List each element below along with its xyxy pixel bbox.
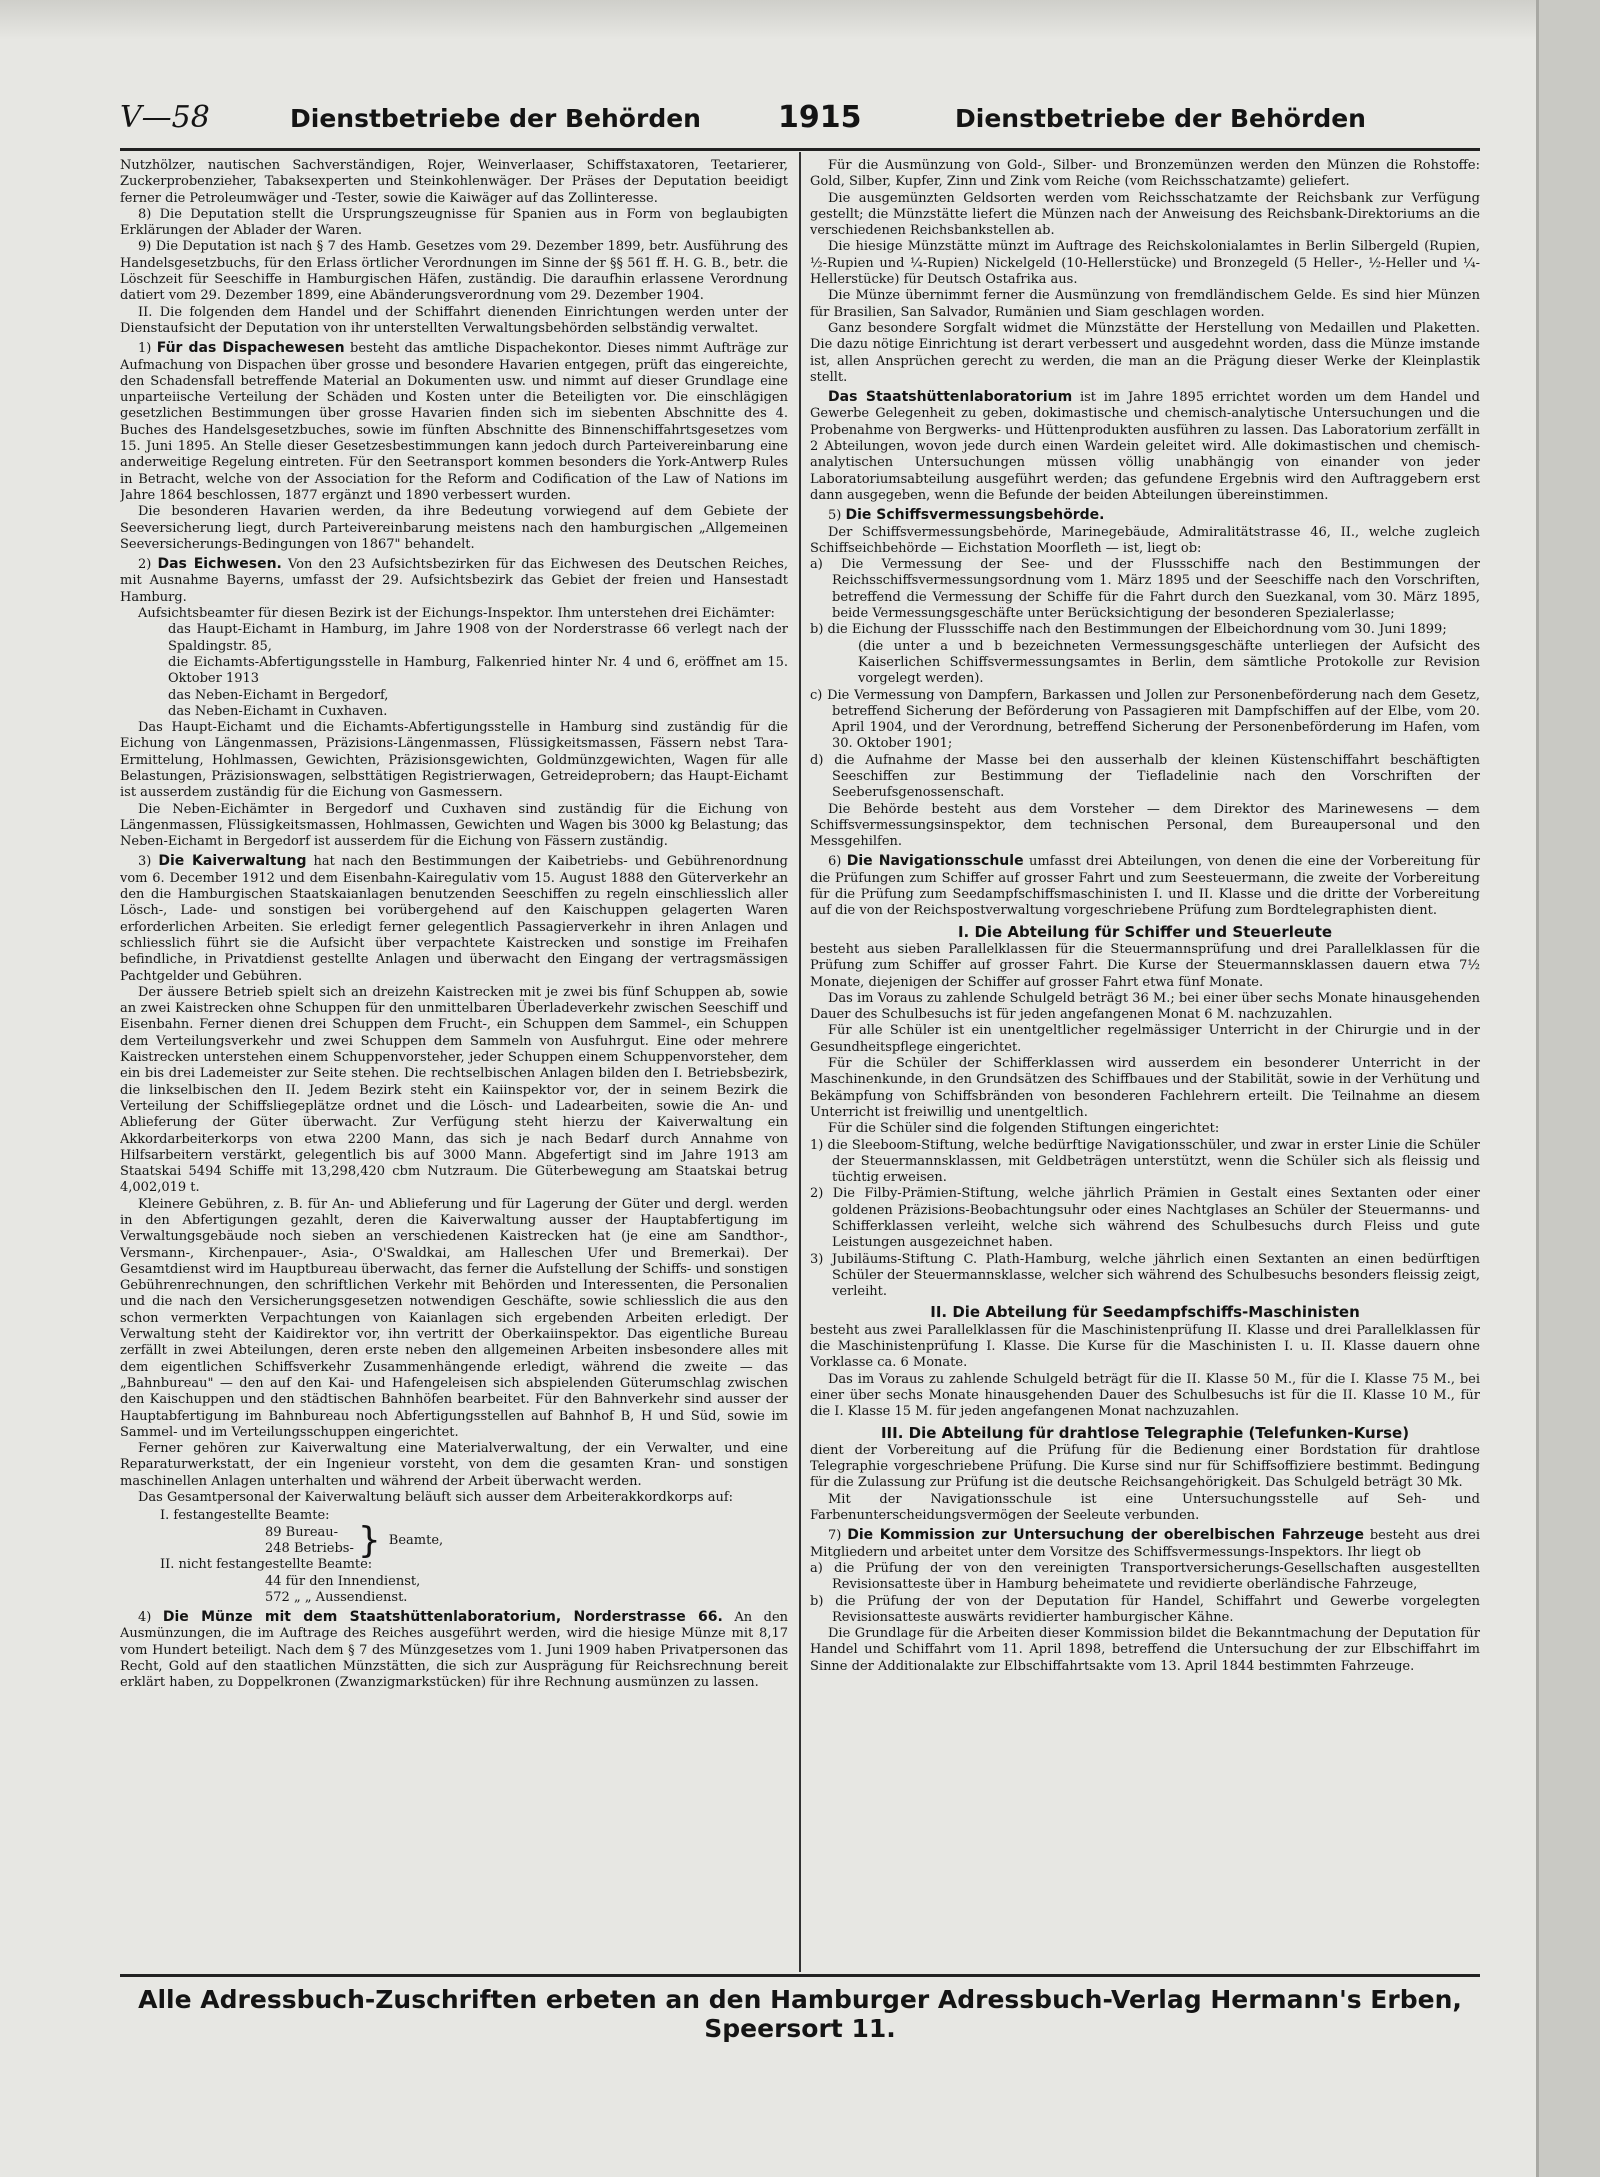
scan-background: [0, 0, 1600, 40]
section-navigationsschule: [810, 853, 1480, 919]
column-divider: [799, 152, 801, 1972]
staff-heading: I. festangestellte Beamte:: [160, 1508, 330, 1524]
section-text: besteht aus drei Mitgliedern und arbeitet unter dem Vorsitze des Schiffsvermessungs-Inspektors. Ihr liegt ob: [810, 1528, 1480, 1560]
section-title: Für das Dispachewesen: [156, 340, 345, 357]
paragraph: 9) Die Deputation ist nach § 7 des Hamb. Gesetzes vom 29. Dezember 1899, betr. Ausführung des Handelsgesetzbuchs, für den Erlass örtlicher Verordnungen im Sinne der §§ 561 ff. H. G. B., betr. die Löschzeit für Seeschiffe in Hamburgischen Häfen, zuständig. Die daraufhin erlassene Verordnung datiert vom 29. Dezember 1899, eine Abänderungsverordnung vom 29. Dezember 1904.: [120, 239, 788, 304]
paragraph: Nutzhölzer, nautischen Sachverständigen, Rojer, Weinverlaaser, Schiffstaxatoren, Teetarierer, Zuckerprobenzieher, Tabaksexperten und Steinkohlenwäger. Der Präses der Deputation beeidigt ferner die Petroleumwäger und -Tester, sowie die Kaiwäger auf das Zollinteresse.: [120, 158, 788, 206]
section-dispachewesen: [120, 340, 788, 504]
scan-right-margin: [1536, 0, 1600, 2177]
paragraph: Mit der Navigationsschule ist eine Untersuchungsstelle auf Seh- und Farbenunterscheidungsvermögen der Seeleute verbunden.: [810, 1491, 1480, 1524]
paragraph: besteht aus zwei Parallelklassen für die Maschinistenprüfung II. Klasse und drei Parallelklassen für die Maschinistenprüfung I. Klasse. Die Kurse für die Maschinisten I. u. II. Klasse dauern ohne Vorklasse ca. 6 Monate.: [810, 1322, 1480, 1371]
staff-count: 572 „ „ Aussendienst.: [265, 1589, 408, 1605]
section-text: umfasst drei Abteilungen, von denen die eine der Vorbereitung für die Prüfungen zum Schiffer auf grosser Fahrt und zum Seesteuermann, die zweite der Vorbereitung für die Prüfung zum Seedampfschiffsmaschinisten I. und II. Klasse und die dritte der Vorbereitung auf die von der Reichspostverwaltung vorgeschriebene Prüfung zum Bordtelegraphisten dient.: [810, 854, 1480, 919]
subheading: III. Die Abteilung für drahtlose Telegraphie (Telefunken-Kurse): [880, 1423, 1410, 1442]
section-number: 3): [138, 854, 152, 870]
paragraph: Der Schiffsvermessungsbehörde, Marinegebäude, Admiralitätstrasse 46, II., welche zugleich Schiffseichbehörde — Eichstation Moorfleth — ist, liegt ob:: [810, 524, 1480, 556]
section-muenze: [120, 1609, 788, 1691]
list-item: c) Die Vermessung von Dampfern, Barkassen und Jollen zur Personenbeförderung nach dem Gesetz, betreffend Sicherung der Beförderung von Passagieren mit Dampfschiffen auf der Elbe, vom 20. April 1904, und der Verordnung, betreffend Sicherung der Personenbeförderung im Hafen, vom 30. Oktober 1901;: [810, 687, 1480, 752]
list-item: d) die Aufnahme der Masse bei den ausserhalb der kleinen Küstenschiffahrt beschäftigten Seeschiffen zur Bestimmung der Tiefladelinie nach den Vorschriften der Seeberufsgenossenschaft.: [810, 752, 1480, 801]
section-title: Das Staatshüttenlaboratorium: [828, 389, 1073, 406]
page-header: [120, 92, 1480, 151]
header-year: 1915: [778, 100, 862, 135]
paragraph: Das Haupt-Eichamt und die Eichamts-Abfertigungsstelle in Hamburg sind zuständig für die Eichung von Längenmassen, Präzisions-Längenmassen, Flüssigkeitsmassen, Fässern nebst Tara-Ermittelung, Hohlmassen, Gewichten, Präzisionsgewichten, Goldmünzgewichten, Wagen für alle Belastungen, Präzisionswagen, selbsttätigen Registrierwagen, Getreideprobern; das Haupt-Eichamt ist ausserdem zuständig für die Eichung von Gasmessern.: [120, 720, 788, 801]
section-schiffsvermessung: [810, 507, 1480, 524]
section-text: Von den 23 Aufsichtsbezirken für das Eichwesen des Deutschen Reiches, mit Ausnahme Bayerns, umfasst der 29. Aufsichtsbezirk das Gebiet der freien und Hansestadt Hamburg.: [120, 557, 788, 605]
list-item: b) die Prüfung der von der Deputation für Handel, Schiffahrt und Gewerbe vorgelegten Revisionsatteste auswärts revidierter hamburgischer Kähne.: [810, 1593, 1480, 1625]
paragraph: Die hiesige Münzstätte münzt im Auftrage des Reichskolonialamtes in Berlin Silbergeld (Rupien, ½-Rupien und ¼-Rupien) Nickelgeld (10-Hellerstücke) und Bronzegeld (5 Heller-, ½-Heller und ¼-Hellerstücke) für Deutsch Ostafrika aus.: [810, 239, 1480, 288]
paragraph: Kleinere Gebühren, z. B. für An- und Ablieferung und für Lagerung der Güter und dergl. werden in den Abfertigungen gezahlt, deren die Kaiverwaltung ausser der Hauptabfertigung im Verwaltungsgebäude noch sieben an verschiedenen Kaistrecken hat (je eine am Sandthor-, Versmann-, Kirchenpauer-, Asia-, O'Swaldkai, am Halleschen Ufer und Bremerkai). Der Gesamtdienst wird im Hauptbureau überwacht, das ferner die Aufstellung der Schiffs- und sonstigen Gebührenrechnungen, den schriftlichen Verkehr mit Behörden und Interessenten, die Personalien und die nach den Versicherungsgesetzen notwendigen Geschäfte, sowie schliesslich die aus den schon vermerkten Verpachtungen von Kaianlagen sich ergebenden Arbeiten erledigt. Der Verwaltung steht der Kaidirektor vor, ihn vertritt der Oberkaiinspektor. Das eigentliche Bureau zerfällt in zwei Abteilungen, deren erste neben den allgemeinen Arbeiten insbesondere alles mit dem eigentlichen Schiffsverkehr Zusammenhängende erledigt, während die zweite — das „Bahnbureau" — den auf den Kai- und Hafengeleisen sich abspielenden Güterumschlag zwischen den Kaischuppen und den städtischen Bahnhöfen bearbeitet. Für den Bahnverkehr sind ausser der Hauptabfertigung im Bahnbureau noch Abfertigungsstellen auf Bahnhof B, H und Süd, sowie im Sammel- und im Verteilungsschuppen eingerichtet.: [120, 1196, 788, 1440]
staff-label: Beamte,: [388, 1532, 444, 1548]
paragraph: Die Grundlage für die Arbeiten dieser Kommission bildet die Bekanntmachung der Deputation für Handel und Schiffahrt vom 11. April 1898, betreffend die Untersuchung der zur Elbschiffahrt im Sinne der Additionalakte zur Elbschiffahrtsakte vom 13. April 1844 bestimmten Fahrzeuge.: [810, 1626, 1480, 1674]
running-title-left: Dienstbetriebe der Behörden: [290, 104, 701, 133]
section-title: Die Kommission zur Untersuchung der oberelbischen Fahrzeuge: [847, 1527, 1364, 1544]
paragraph: 8) Die Deputation stellt die Ursprungszeugnisse für Spanien aus in Form von beglaubigten Erklärungen der Ablader der Waren.: [120, 206, 788, 239]
paragraph: Aufsichtsbeamter für diesen Bezirk ist der Eichungs-Inspektor. Ihm unterstehen drei Eichämter:: [138, 606, 775, 622]
paragraph: Das im Voraus zu zahlende Schulgeld beträgt für die II. Klasse 50 M., für die I. Klasse 75 M., bei einer über sechs Monate hinausgehenden Dauer des Schulbesuchs ist für die II. Klasse 10 M., für die I. Klasse 15 M. für jeden angefangenen Monat nachzuzahlen.: [810, 1371, 1480, 1420]
section-text: hat nach den Bestimmungen der Kaibetriebs- und Gebührenordnung vom 6. December 1912 und dem Eisenbahn-Kairegulativ vom 15. August 1888 den Güterverkehr an den die Hamburgischen Staatskaianlagen benutzenden Seeschiffen zu regeln einschliesslich aller Lösch-, Lade- und sonstigen bei vorübergehend auf den Kaischuppen gelagerten Waren erforderlichen Arbeiten. Sie erledigt ferner gelegentlich Passagierverkehr in ihren Anlagen und schliesslich führt sie die Aufsicht über verpachtete Kaistrecken und sonstige im Freihafen befindliche, in Privatdienst gestellte Anlagen und überwacht den Eingang der vertragsmässigen Pachtgelder und Gebühren.: [120, 854, 788, 984]
list-item: a) Die Vermessung der See- und der Flussschiffe nach den Bestimmungen der Reichsschiffsvermessungsordnung vom 1. März 1895 und der Seeschiffe nach den Vorschriften, betreffend die Vermessung der Schiffe für die Fahrt durch den Suezkanal, vom 30. März 1895, beide Vermessungsgeschäfte unter Berücksichtigung der besonderen Spezialerlasse;: [810, 557, 1480, 622]
staff-count: 89 Bureau-: [265, 1524, 339, 1540]
paragraph: Das im Voraus zu zahlende Schulgeld beträgt 36 M.; bei einer über sechs Monate hinausgehenden Dauer des Schulbesuchs ist für jeden angefangenen Monat 6 M. nachzuzahlen.: [810, 990, 1480, 1023]
list-item: die Eichamts-Abfertigungsstelle in Hamburg, Falkenried hinter Nr. 4 und 6, eröffnet am 15. Oktober 1913: [168, 654, 788, 687]
section-number: 5): [828, 508, 842, 524]
section-number: 1): [138, 341, 152, 357]
paragraph: Die Neben-Eichämter in Bergedorf und Cuxhaven sind zuständig für die Eichung von Längenmassen, Flüssigkeitsmassen, Hohlmassen, Gewichten und Wagen bis 3000 kg Belastung; das Neben-Eichamt in Bergedorf ist ausserdem für die Eichung von Fässern zuständig.: [120, 801, 788, 850]
section-title: Das Eichwesen.: [157, 556, 282, 573]
section-staatshuettenlaboratorium: [810, 389, 1480, 504]
list-item: das Neben-Eichamt in Cuxhaven.: [168, 703, 388, 719]
right-column: [810, 158, 1480, 1970]
paragraph: Der äussere Betrieb spielt sich an dreizehn Kaistrecken mit je zwei bis fünf Schuppen ab, sowie an zwei Kaistrecken ohne Schuppen für den unmittelbaren Überladeverkehr zwischen Seeschiff und Eisenbahn. Ferner dienen drei Schuppen dem Frucht-, ein Schuppen dem Sammel-, ein Schuppen dem Verteilungsverkehr und zwei Schuppen dem Sammeln von Ausfuhrgut. Eine oder mehrere Kaistrecken unterstehen einem Schuppenvorsteher, jeder Schuppen einem Schuppenvorsteher, dem ein bis drei Lademeister zur Seite stehen. Die rechtselbischen Anlagen bilden den I. Betriebsbezirk, die linkselbischen den II. Jedem Bezirk steht ein Kaiinspektor vor, der in seinem Bezirk die Verteilung der Schiffsliegeplätze ordnet und die Lösch- und Ladearbeiten, sowie die An- und Ablieferung der Güter überwacht. Zur Verfügung steht hierzu der Kaiverwaltung ein Akkordarbeiterkorps von etwa 2200 Mann, das sich je nach Bedarf durch Annahme von Hilfsarbeitern verstärkt, gelegentlich bis auf 3000 Mann. Abgefertigt sind im Jahre 1913 am Staatskai 5494 Schiffe mit 13,298,420 cbm Nutzraum. Die Güterbewegung am Staatskai betrug 4,002,019 t.: [120, 984, 788, 1196]
subheading: II. Die Abteilung für Seedampfschiffs-Maschinisten: [930, 1303, 1360, 1322]
section-title: Die Schiffsvermessungsbehörde.: [845, 507, 1105, 524]
paragraph: Für die Ausmünzung von Gold-, Silber- und Bronzemünzen werden den Münzen die Rohstoffe: Gold, Silber, Kupfer, Zinn und Zink vom Reiche (vom Reichsschatzamte) geliefert.: [810, 158, 1480, 190]
list-item: 1) die Sleeboom-Stiftung, welche bedürftige Navigationsschüler, und zwar in erster Linie die Schüler der Steuermannsklassen, mit Geldbeträgen unterstützt, wenn die Schüler sich als fleissig und tüchtig erweisen.: [810, 1137, 1480, 1186]
paragraph: Die Münze übernimmt ferner die Ausmünzung von fremdländischem Gelde. Es sind hier Münzen für Brasilien, San Salvador, Rumänien und Siam geschlagen worden.: [810, 288, 1480, 320]
staff-count: 248 Betriebs-: [265, 1540, 354, 1556]
section-title: Die Navigationsschule: [846, 853, 1024, 870]
section-title: Die Kaiverwaltung: [158, 853, 307, 870]
paragraph: Für die Schüler der Schifferklassen wird ausserdem ein besonderer Unterricht in der Maschinenkunde, in den Grundsätzen des Schiffbaues und der Stabilität, sowie in der Verhütung und Bekämpfung von Schiffsbränden von besonderen Fachlehrern erteilt. Die Teilnahme an diesem Unterricht ist freiwillig und unentgeltlich.: [810, 1056, 1480, 1120]
paragraph: dient der Vorbereitung auf die Prüfung für die Bedienung einer Bordstation für drahtlose Telegraphie vorgeschriebene Prüfung. Die Kurse sind nur für Schiffsoffiziere bestimmt. Bedingung für die Zulassung zur Prüfung ist die deutsche Reichsangehörigkeit. Das Schulgeld beträgt 30 Mk.: [810, 1442, 1480, 1491]
document-page: [120, 92, 1480, 2072]
footer-notice: Alle Adressbuch-Zuschriften erbeten an den Hamburger Adressbuch-Verlag Hermann's Erben, Speersort 11.: [138, 1985, 1462, 2043]
section-text: besteht das amtliche Dispachekontor. Dieses nimmt Aufträge zur Aufmachung von Dispachen über grosse und besondere Havarien entgegen, prüft das eingereichte, den Schadensfall betreffende Material an Dokumenten usw. und nimmt auf dieser Grundlage eine unparteiische Verteilung der Schäden und Kosten unter die Beteiligten vor. Die einschlägigen gesetzlichen Bestimmungen über grosse Havarien finden sich im siebenten Abschnitte des 4. Buches des Handelsgesetzbuches, sowie im fünften Abschnitte des Binnenschiffahrtsgesetzes vom 15. Juni 1895. An Stelle dieser Gesetzesbestimmungen kann jedoch durch Parteivereinbarung eine anderweitige Regelung eintreten. Für den Seetransport kommen besonders die York-Antwerp Rules in Betracht, welche von der Association for the Reform and Codification of the Law of Nations im Jahre 1864 beschlossen, 1877 ergänzt und 1890 verbessert wurden.: [120, 341, 788, 503]
section-kommission: [810, 1527, 1480, 1561]
paragraph: Die ausgemünzten Geldsorten werden vom Reichsschatzamte der Reichsbank zur Verfügung gestellt; die Münzstätte liefert die Münzen nach der Anweisung des Reichsbank-Direktoriums an die verschiedenen Reichsbankstellen ab.: [810, 190, 1480, 239]
list-note: (die unter a und b bezeichneten Vermessungsgeschäfte unterliegen der Aufsicht des Kaiserlichen Schiffsvermessungsamtes in Berlin, dem sämtliche Protokolle zur Revision vorgelegt werden).: [858, 638, 1480, 687]
list-item: 2) Die Filby-Prämien-Stiftung, welche jährlich Prämien in Gestalt eines Sextanten oder einer goldenen Präzisions-Beobachtungsuhr oder eines Nachtglases an Schüler der Steuermanns- und Schifferklassen verleiht, welche sich während des Schulbesuchs durch Fleiss und gute Leistungen ausgezeichnet haben.: [810, 1186, 1480, 1251]
brace-glyph: }: [357, 1519, 381, 1561]
paragraph: Die besonderen Havarien werden, da ihre Bedeutung vorwiegend auf dem Gebiete der Seeversicherung liegt, durch Parteivereinbarung meistens nach den hamburgischen „Allgemeinen Seeversicherungs-Bedingungen von 1867" behandelt.: [120, 504, 788, 552]
paragraph: Für die Schüler sind die folgenden Stiftungen eingerichtet:: [828, 1121, 1220, 1137]
section-number: 4): [138, 1610, 152, 1626]
section-number: 7): [828, 1528, 842, 1544]
section-eichwesen: [120, 556, 788, 606]
list-item: a) die Prüfung der von den vereinigten Transportversicherungs-Gesellschaften ausgestellten Revisionsatteste über in Hamburg beheimatete und revidierte oberländische Fahrzeuge,: [810, 1560, 1480, 1593]
list-item: das Neben-Eichamt in Bergedorf,: [168, 687, 389, 703]
list-item: b) die Eichung der Flussschiffe nach den Bestimmungen der Elbeichordnung vom 30. Juni 1899;: [810, 622, 1447, 638]
subheading: I. Die Abteilung für Schiffer und Steuerleute: [957, 922, 1333, 941]
list-item: das Haupt-Eichamt in Hamburg, im Jahre 1908 von der Norderstrasse 66 verlegt nach der Spaldingstr. 85,: [168, 622, 788, 654]
section-title: Die Münze mit dem Staatshüttenlaboratorium, Norderstrasse 66.: [162, 1609, 723, 1626]
paragraph: besteht aus sieben Parallelklassen für die Steuermannsprüfung und drei Parallelklassen für die Prüfung zum Schiffer auf grosser Fahrt. Die Kurse der Steuermannsklassen dauern etwa 7½ Monate, diejenigen der Schiffer auf grosser Fahrt etwa fünf Monate.: [810, 941, 1480, 990]
paragraph: Das Gesamtpersonal der Kaiverwaltung beläuft sich ausser dem Arbeiterakkordkorps auf:: [138, 1490, 734, 1506]
staff-brace-group: [160, 1519, 788, 1561]
paragraph: Die Behörde besteht aus dem Vorsteher — dem Direktor des Marinewesens — dem Schiffsvermessungsinspektor, dem technischen Personal, dem Bureaupersonal und den Messgehilfen.: [810, 801, 1480, 850]
running-title-right: Dienstbetriebe der Behörden: [955, 104, 1366, 133]
page-footer: [120, 1974, 1480, 2043]
section-text: ist im Jahre 1895 errichtet worden um dem Handel und Gewerbe Gelegenheit zu geben, dokimastische und chemisch-analytische Untersuchungen und die Probenahme von Bergwerks- und Hüttenprodukten ausführen zu lassen. Das Laboratorium zerfällt in 2 Abteilungen, wovon jede durch einen Wardein geleitet wird. Alle dokimastischen und chemisch-analytischen Untersuchungen müssen völlig unabhängig von einander von jeder Laboratoriumsabteilung ausgeführt werden; das gefundene Ergebnis wird den Auftraggebern erst dann ausgegeben, wenn die Befunde der beiden Abteilungen übereinstimmen.: [810, 390, 1480, 503]
list-item: 3) Jubiläums-Stiftung C. Plath-Hamburg, welche jährlich einen Sextanten an einen bedürftigen Schüler der Steuermannsklasse, welcher sich während des Schulbesuchs besonders fleissig zeigt, verleiht.: [810, 1251, 1480, 1300]
staff-listing: [120, 1508, 788, 1606]
left-column: [120, 158, 788, 1970]
paragraph: Ganz besondere Sorgfalt widmet die Münzstätte der Herstellung von Medaillen und Plaketten. Die dazu nötige Einrichtung ist derart verbessert und ausgedehnt worden, dass die Münze imstande ist, allen Ansprüchen gerecht zu werden, die man an die Prägung dieser Werke der Kleinplastik stellt.: [810, 320, 1480, 385]
paragraph: II. Die folgenden dem Handel und der Schiffahrt dienenden Einrichtungen werden unter der Dienstaufsicht der Deputation von ihr unterstellten Verwaltungsbehörden selbständig verwaltet.: [120, 304, 788, 336]
section-kaiverwaltung: [120, 853, 788, 984]
page-number: V—58: [120, 100, 210, 135]
staff-count: 44 für den Innendienst,: [265, 1573, 421, 1589]
paragraph: Ferner gehören zur Kaiverwaltung eine Materialverwaltung, der ein Verwalter, und eine Reparaturwerkstatt, der ein Ingenieur vorsteht, von dem die gesamten Kran- und sonstigen maschinellen Anlagen unterhalten und während der Arbeit überwacht werden.: [120, 1441, 788, 1489]
section-number: 6): [828, 854, 842, 870]
section-text: An den Ausmünzungen, die im Auftrage des Reiches ausgeführt werden, wird die hiesige Münze mit 8,17 vom Hundert beteiligt. Nach dem § 7 des Münzgesetzes vom 1. Juni 1909 haben Privatpersonen das Recht, Gold auf den staatlichen Münzstätten, die sich zur Ausprägung für Reichsrechnung bereit erklärt haben, zu Doppelkronen (Zwanzigmarkstücken) für ihre Rechnung ausmünzen zu lassen.: [120, 1610, 788, 1691]
section-number: 2): [138, 557, 152, 573]
paragraph: Für alle Schüler ist ein unentgeltlicher regelmässiger Unterricht in der Chirurgie und in der Gesundheitspflege eingerichtet.: [810, 1023, 1480, 1055]
staff-heading: II. nicht festangestellte Beamte:: [160, 1557, 373, 1573]
